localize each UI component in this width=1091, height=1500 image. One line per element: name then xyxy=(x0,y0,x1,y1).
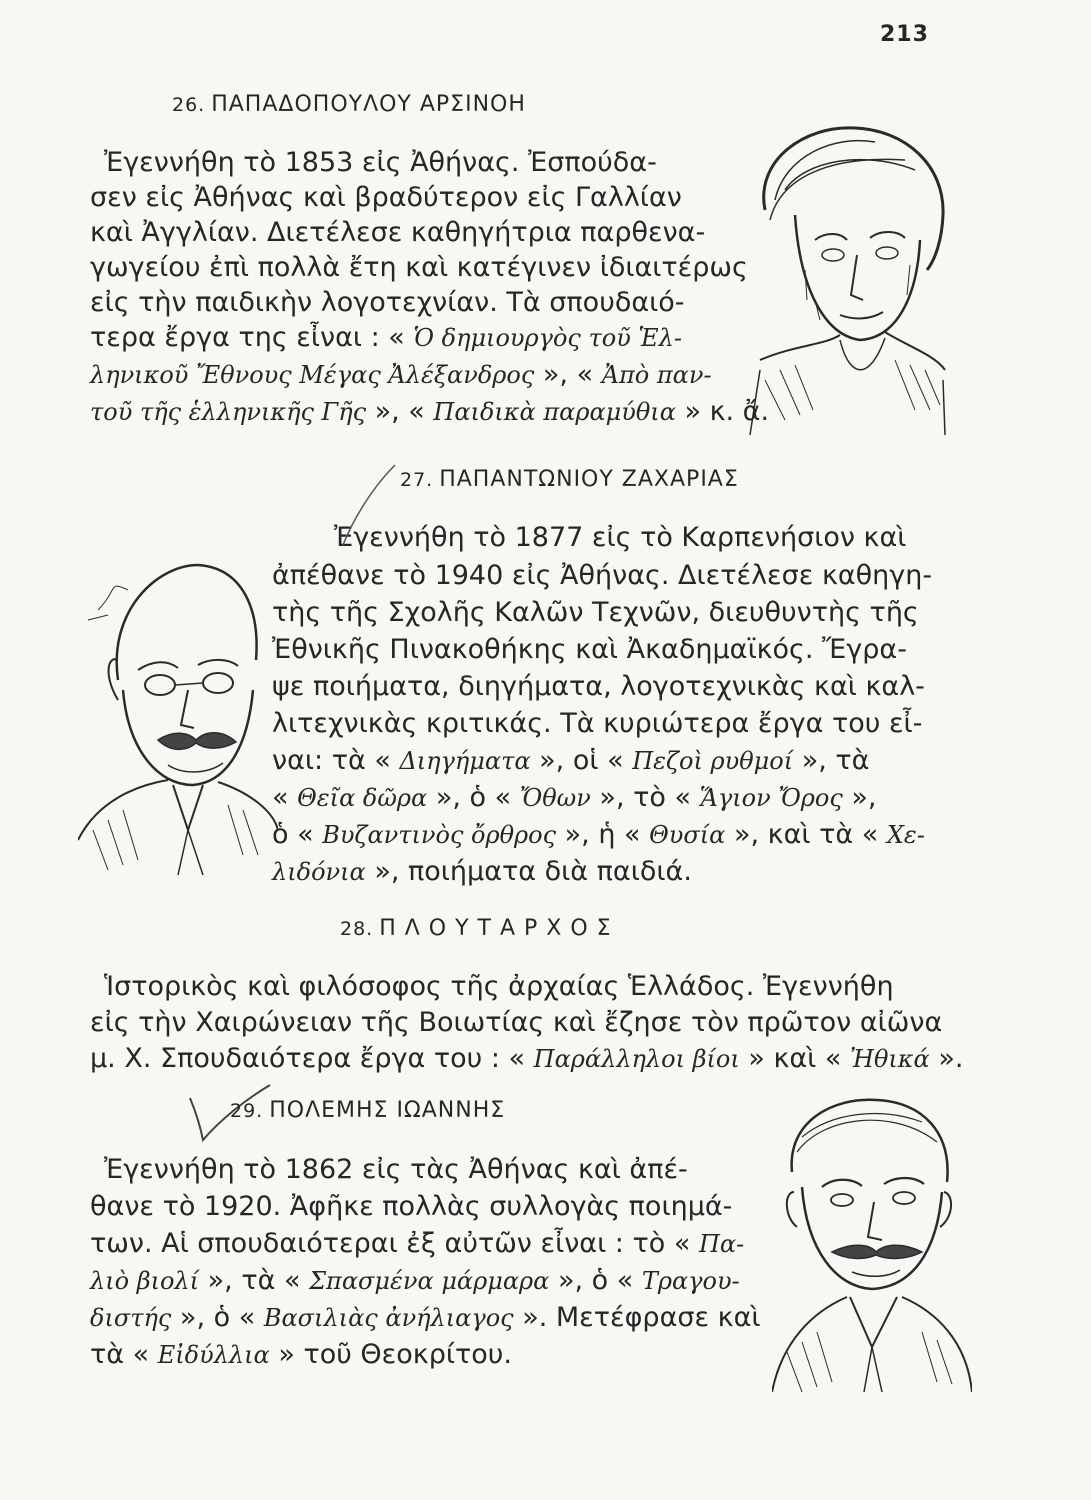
text-segment: εἰς τὴν παιδικὴν λογοτεχνίαν. Τὰ σπουδαιό- xyxy=(90,287,685,318)
text-segment: λιτεχνικὰς κριτικάς. Τὰ κυριώτερα ἔργα του εἶ- xyxy=(272,708,923,739)
italic-title-segment: Ὄθων xyxy=(519,784,591,812)
text-line xyxy=(272,670,925,704)
text-line xyxy=(334,521,906,555)
text-line xyxy=(90,181,682,215)
text-segment: ναι: τὰ « xyxy=(272,745,400,776)
text-segment: εἰς τὴν Χαιρώνειαν τῆς Βοιωτίας καὶ ἔζησε τὸν πρῶτον αἰῶνα xyxy=(90,1007,943,1038)
text-segment: τερα ἔργα της εἶναι : « xyxy=(90,322,414,353)
text-line xyxy=(90,1227,744,1261)
text-segment: » κ. ἄ. xyxy=(675,396,770,427)
italic-title-segment: Τραγου- xyxy=(641,1267,740,1295)
italic-title-segment: διστής xyxy=(90,1304,172,1332)
italic-title-segment: Παράλληλοι βίοι xyxy=(533,1045,740,1073)
pencil-check-mark-icon xyxy=(325,460,405,550)
text-line xyxy=(90,1042,963,1076)
text-segment: γωγείου ἐπὶ πολλὰ ἔτη καὶ κατέγινεν ἰδιαιτέρως xyxy=(90,252,748,283)
text-segment: σεν εἰς Ἀθήνας καὶ βραδύτερον εἰς Γαλλίαν xyxy=(90,182,682,213)
text-segment: », καὶ τὰ « xyxy=(725,819,887,850)
section-heading-27 xyxy=(400,467,739,492)
text-segment: », τὸ « xyxy=(590,782,700,813)
text-segment: ». xyxy=(929,1043,964,1074)
italic-title-segment: λιὸ βιολί xyxy=(90,1267,200,1295)
text-segment: », ἡ « xyxy=(556,819,650,850)
text-line xyxy=(90,321,682,355)
section-title: ΠΟΛΕΜΗΣ ΙΩΑΝΝΗΣ xyxy=(269,1098,506,1123)
text-segment: τὰ « xyxy=(90,1339,158,1370)
portrait-polemis-illustration xyxy=(772,1092,972,1392)
text-segment: μ. Χ. Σπουδαιότερα ἔργα του : « xyxy=(90,1043,534,1074)
section-title: ΠΑΠΑΔΟΠΟΥΛΟΥ ΑΡΣΙΝΟΗ xyxy=(211,92,526,117)
italic-title-segment: Θεῖα δῶρα xyxy=(297,784,428,812)
text-segment: Ἐγεννήθη τὸ 1862 εἰς τὰς Ἀθήνας καὶ ἀπέ- xyxy=(104,1154,688,1185)
text-segment: ἀπέθανε τὸ 1940 εἰς Ἀθήνας. Διετέλεσε καθηγη- xyxy=(272,560,933,591)
italic-title-segment: Χε- xyxy=(886,821,925,849)
italic-title-segment: Ὁ δημιουργὸς τοῦ Ἑλ- xyxy=(413,324,682,352)
portrait-papantoniou-illustration xyxy=(78,560,278,875)
text-line xyxy=(272,855,692,889)
page-number: 213 xyxy=(880,22,929,47)
text-line xyxy=(272,633,907,667)
italic-title-segment: Εἰδύλλια xyxy=(157,1341,270,1369)
text-line xyxy=(90,1190,732,1224)
italic-title-segment: ληνικοῦ Ἔθνους Μέγας Ἀλέξανδρος xyxy=(90,361,535,389)
text-segment: » καὶ « xyxy=(739,1043,850,1074)
italic-title-segment: Σπασμένα μάρμαρα xyxy=(309,1267,550,1295)
text-line xyxy=(104,1153,688,1187)
text-line xyxy=(90,395,769,429)
text-segment: ψε ποιήματα, διηγήματα, λογοτεχνικὰς καὶ καλ- xyxy=(272,671,925,702)
text-line xyxy=(272,744,869,778)
text-line xyxy=(90,1264,740,1298)
text-segment: Ἱστορικὸς καὶ φιλόσοφος τῆς ἀρχαίας Ἑλλάδος. Ἐγεννήθη xyxy=(104,971,894,1002)
portrait-papadopoulou-illustration xyxy=(745,120,950,435)
text-line xyxy=(272,818,925,852)
section-title: ΠΑΠΑΝΤΩΝΙΟΥ ΖΑΧΑΡΙΑΣ xyxy=(439,467,739,492)
italic-title-segment: Ἠθικά xyxy=(849,1045,930,1073)
text-line xyxy=(90,286,685,320)
text-segment: », ὁ « xyxy=(549,1265,642,1296)
section-number: 28. xyxy=(340,918,374,940)
italic-title-segment: Πεζοὶ ρυθμοί xyxy=(632,747,794,775)
text-line xyxy=(272,559,932,593)
text-segment: », ποιήματα διὰ παιδιά. xyxy=(365,856,692,887)
text-segment: », ὁ « xyxy=(171,1302,264,1333)
text-line xyxy=(90,251,748,285)
text-line xyxy=(104,970,894,1004)
text-line xyxy=(272,707,922,741)
text-segment: θανε τὸ 1920. Ἀφῆκε πολλὰς συλλογὰς ποιημά- xyxy=(90,1191,733,1222)
section-number: 26. xyxy=(172,94,206,116)
italic-title-segment: τοῦ τῆς ἑλληνικῆς Γῆς xyxy=(90,398,367,426)
section-heading-28 xyxy=(340,916,612,941)
section-heading-29 xyxy=(230,1098,505,1123)
text-line xyxy=(272,596,919,630)
italic-title-segment: Ἅγιον Ὄρος xyxy=(699,784,843,812)
text-segment: Ἐθνικῆς Πινακοθήκης καὶ Ἀκαδημαϊκός. Ἔγρα- xyxy=(272,634,907,665)
italic-title-segment: Θυσία xyxy=(649,821,726,849)
text-segment: των. Αἱ σπουδαιότεραι ἐξ αὐτῶν εἶναι : τὸ « xyxy=(90,1228,699,1259)
italic-title-segment: Πα- xyxy=(698,1230,745,1258)
text-segment: », τὰ xyxy=(793,745,870,776)
text-segment: », xyxy=(842,782,877,813)
text-segment: », τὰ « xyxy=(199,1265,310,1296)
section-number: 27. xyxy=(400,469,434,491)
text-segment: », « xyxy=(534,359,602,390)
italic-title-segment: λιδόνια xyxy=(272,858,366,886)
text-line xyxy=(104,146,657,180)
text-segment: καὶ Ἀγγλίαν. Διετέλεσε καθηγήτρια παρθενα- xyxy=(90,217,706,248)
text-line xyxy=(90,1006,942,1040)
section-title: Π Λ Ο Υ Τ Α Ρ Χ Ο Σ xyxy=(379,916,612,941)
text-line xyxy=(90,1301,761,1335)
text-line xyxy=(90,1338,512,1372)
text-segment: τὴς τῆς Σχολῆς Καλῶν Τεχνῶν, διευθυντὴς τῆς xyxy=(272,597,919,628)
text-line xyxy=(90,358,712,392)
text-segment: » τοῦ Θεοκρίτου. xyxy=(269,1339,512,1370)
text-line xyxy=(90,216,705,250)
section-heading-26 xyxy=(172,92,526,117)
text-segment: Ἐγεννήθη τὸ 1853 εἰς Ἀθήνας. Ἐσπούδα- xyxy=(104,147,657,178)
text-segment: « xyxy=(272,782,298,813)
italic-title-segment: Παιδικὰ παραμύθια xyxy=(433,398,676,426)
text-segment: ». Μετέφρασε καὶ xyxy=(513,1302,761,1333)
text-segment: », οἱ « xyxy=(530,745,633,776)
section-number: 29. xyxy=(230,1100,264,1122)
italic-title-segment: Ἀπὸ παν- xyxy=(601,361,712,389)
text-segment: », ὁ « xyxy=(427,782,520,813)
italic-title-segment: Διηγήματα xyxy=(399,747,531,775)
italic-title-segment: Βυζαντινὸς ὄρθρος xyxy=(322,821,557,849)
text-segment: Ἐγεννήθη τὸ 1877 εἰς τὸ Καρπενήσιον καὶ xyxy=(334,522,907,553)
text-segment: », « xyxy=(366,396,434,427)
text-segment: ὁ « xyxy=(272,819,323,850)
italic-title-segment: Βασιλιὰς ἀνήλιαγος xyxy=(263,1304,514,1332)
text-line xyxy=(272,781,877,815)
